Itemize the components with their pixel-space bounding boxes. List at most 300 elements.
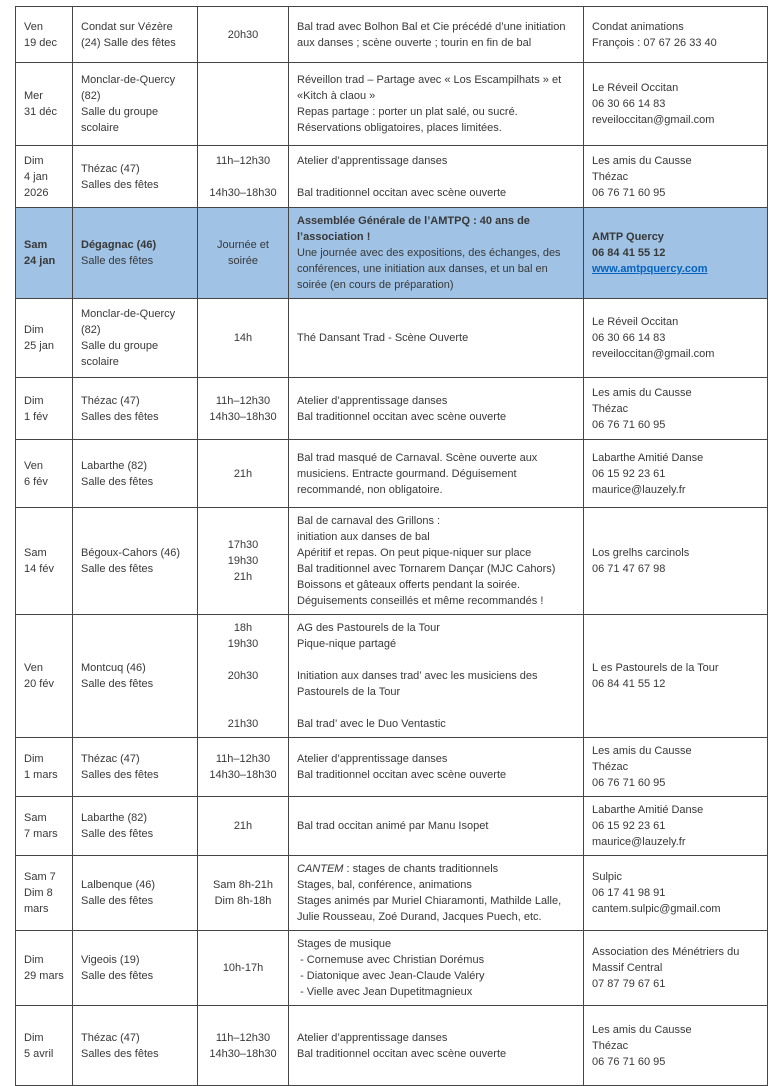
- cell-text: - Vielle avec Jean Dupetitmagnieux: [297, 986, 473, 998]
- cell-text: Assemblée Générale de l’AMTPQ : 40 ans de l’association !: [297, 215, 533, 243]
- cell-line: [297, 72, 575, 104]
- cell-line: [297, 700, 575, 716]
- event-contact-cell: [584, 931, 768, 1006]
- cell-text: Dim: [24, 394, 44, 407]
- event-row: [16, 615, 768, 738]
- cell-line: [24, 338, 64, 354]
- cell-text: : stages de chants traditionnels: [343, 863, 499, 875]
- cell-text: Thézac: [592, 402, 629, 415]
- event-date-cell: [16, 146, 73, 208]
- cell-line: [206, 169, 280, 185]
- cell-text: Atelier d’apprentissage danses: [297, 753, 448, 765]
- cell-text: 20 fév: [24, 678, 54, 690]
- cell-line: [297, 529, 575, 545]
- cell-line: [24, 676, 64, 692]
- cell-text: 14h: [233, 332, 253, 344]
- cell-text: 06 30 66 14 83: [592, 332, 666, 344]
- cell-text: scolaire: [81, 356, 119, 368]
- cell-text: 14h30–18h30: [209, 769, 277, 781]
- event-location-cell: [73, 508, 198, 615]
- event-time-cell: [198, 208, 289, 299]
- cell-line: [24, 869, 64, 885]
- cell-text: Monclar-de-Quercy: [81, 308, 176, 320]
- event-contact-cell: [584, 738, 768, 797]
- cell-text: Thézac: [592, 1039, 629, 1052]
- cell-line: [592, 314, 759, 330]
- amtpquercy-link[interactable]: www.amtpquercy.com: [592, 263, 708, 275]
- cell-line: [24, 545, 64, 561]
- event-description-cell: [289, 615, 584, 738]
- cell-text: 31 déc: [24, 106, 58, 118]
- event-date-cell: [16, 7, 73, 63]
- event-time-cell: [198, 299, 289, 378]
- cell-text: Dim: [24, 324, 44, 336]
- cell-line: [24, 35, 64, 51]
- cell-text: Salle des fêtes: [81, 678, 154, 690]
- cell-line: [24, 458, 64, 474]
- cell-text: Initiation aux danses trad’ avec les musiciens des Pastourels de la Tour: [297, 670, 541, 698]
- cell-line: [81, 1030, 189, 1046]
- cell-line: [592, 885, 759, 901]
- event-location-cell: [73, 856, 198, 931]
- cell-line: [81, 1046, 189, 1062]
- cell-line: [592, 869, 759, 885]
- cell-text: Salle des fêtes: [81, 828, 154, 840]
- cell-line: [206, 393, 280, 409]
- cell-text: Salle des fêtes: [81, 970, 154, 982]
- event-row: [16, 738, 768, 797]
- event-row: [16, 299, 768, 378]
- cell-line: [297, 19, 575, 51]
- cell-line: [206, 751, 280, 767]
- cell-line: [24, 409, 64, 425]
- event-contact-cell: [584, 797, 768, 856]
- cell-text: L es Pastourels de la Tour: [592, 662, 719, 674]
- cell-text: 06 15 92 23 61: [592, 820, 666, 832]
- event-date-cell: [16, 299, 73, 378]
- cell-line: [297, 668, 575, 700]
- cell-line: [297, 185, 575, 201]
- cell-text: 14h30–18h30: [209, 410, 277, 423]
- cell-text: (82): [81, 90, 101, 102]
- event-date-cell: [16, 63, 73, 146]
- cell-line: [592, 80, 759, 96]
- cell-line: [24, 885, 64, 901]
- cell-line: [24, 660, 64, 676]
- cell-line: [297, 952, 575, 968]
- cell-line: [24, 968, 64, 984]
- cell-line: [24, 393, 64, 409]
- cell-line: [297, 593, 575, 609]
- cell-line: [81, 826, 189, 842]
- cell-line: [24, 153, 64, 169]
- cell-line: [297, 561, 575, 577]
- cell-text: Une journée avec des expositions, des échanges, des conférences, une initiation aux danses, et un bal en soirée (en cours de préparation): [297, 247, 564, 291]
- event-description-cell: [289, 299, 584, 378]
- cell-line: [206, 185, 280, 201]
- cell-text: 06 84 41 55 12: [592, 247, 666, 259]
- cell-text: Pique-nique partagé: [297, 638, 397, 650]
- cell-line: [206, 716, 280, 732]
- cell-line: [24, 19, 64, 35]
- cell-text: Réveillon trad – Partage avec « Los Escampilhats » et «Kitch à claou »: [297, 74, 565, 102]
- cell-line: [297, 104, 575, 120]
- event-contact-cell: [584, 1006, 768, 1086]
- cell-text: 19h30: [227, 555, 259, 567]
- event-time-cell: [198, 146, 289, 208]
- cell-text: Salle du groupe: [81, 106, 159, 118]
- cell-line: [81, 72, 189, 88]
- cell-line: [592, 676, 759, 692]
- event-time-cell: [198, 440, 289, 508]
- cell-text: Dégagnac (46): [81, 239, 157, 251]
- cell-text: Atelier d’apprentissage danses: [297, 394, 448, 407]
- cell-text: cantem.sulpic@gmail.com: [592, 903, 721, 915]
- events-schedule-page: [15, 6, 767, 1086]
- cell-line: [81, 676, 189, 692]
- cell-text: 21h: [233, 467, 253, 480]
- event-date-cell: [16, 615, 73, 738]
- cell-line: [81, 458, 189, 474]
- cell-text: Stages, bal, conférence, animations: [297, 879, 472, 891]
- cell-text: Dim: [24, 1031, 44, 1044]
- cell-line: [297, 409, 575, 425]
- cell-line: [297, 893, 575, 925]
- cell-text: Dim 8h-18h: [214, 895, 272, 907]
- cell-line: [592, 401, 759, 417]
- cell-line: [206, 330, 280, 346]
- cell-text: Salles des fêtes: [81, 410, 159, 423]
- cell-line: [81, 474, 189, 490]
- cell-text: 5 avril: [24, 1047, 54, 1060]
- cell-text: maurice@lauzely.fr: [592, 483, 686, 496]
- event-row: [16, 63, 768, 146]
- cell-text: Thézac: [592, 761, 629, 773]
- cell-line: [81, 338, 189, 354]
- cell-line: [24, 237, 64, 253]
- cell-line: [592, 385, 759, 401]
- cell-text: CANTEM: [297, 863, 344, 875]
- cell-text: Thézac (47): [81, 753, 140, 765]
- cell-text: Labarthe (82): [81, 812, 148, 824]
- event-date-cell: [16, 856, 73, 931]
- event-description-cell: [289, 378, 584, 440]
- cell-text: Mer: [24, 90, 43, 102]
- cell-text: Atelier d’apprentissage danses: [297, 154, 448, 167]
- cell-line: [206, 466, 280, 482]
- cell-line: [297, 767, 575, 783]
- cell-line: [592, 561, 759, 577]
- cell-text: Dim: [24, 154, 44, 167]
- cell-text: Thézac (47): [81, 162, 140, 175]
- event-contact-cell: [584, 146, 768, 208]
- cell-text: Dim 8: [24, 887, 53, 899]
- cell-line: [206, 153, 280, 169]
- cell-text: Bal traditionnel occitan avec scène ouverte: [297, 769, 507, 781]
- cell-text: Repas partage : porter un plat salé, ou sucré.: [297, 106, 518, 118]
- event-date-cell: [16, 208, 73, 299]
- cell-text: 21h: [233, 820, 253, 832]
- event-location-cell: [73, 797, 198, 856]
- event-row: [16, 378, 768, 440]
- cell-line: [81, 877, 189, 893]
- event-row: [16, 208, 768, 299]
- cell-text: AG des Pastourels de la Tour: [297, 622, 440, 634]
- cell-text: Salles des fêtes: [81, 178, 159, 191]
- cell-line: [81, 104, 189, 120]
- cell-text: Atelier d’apprentissage danses: [297, 1031, 448, 1044]
- cell-line: [81, 253, 189, 269]
- cell-line: [592, 818, 759, 834]
- cell-text: Boissons et gâteaux offerts pendant la soirée.: [297, 579, 520, 591]
- cell-text: 6 fév: [24, 475, 48, 488]
- cell-text: Bal trad avec Bolhon Bal et Cie précédé d’une initiation aux danses ; scène ouverte ; tourin en fin de bal: [297, 20, 569, 49]
- cell-text: 06 76 71 60 95: [592, 418, 666, 431]
- cell-line: [206, 636, 280, 652]
- cell-text: Salles des fêtes: [81, 1047, 159, 1060]
- events-table: [15, 6, 768, 1086]
- cell-line: [24, 169, 64, 185]
- cell-text: Dim: [24, 954, 44, 966]
- event-date-cell: [16, 738, 73, 797]
- cell-line: [24, 751, 64, 767]
- cell-line: [81, 393, 189, 409]
- cell-text: 18h: [233, 622, 253, 634]
- cell-text: Bal trad’ avec le Duo Ventastic: [297, 718, 446, 730]
- event-time-cell: [198, 615, 289, 738]
- cell-text: Salle du groupe: [81, 340, 159, 352]
- cell-text: Los grelhs carcinols: [592, 547, 690, 559]
- cell-text: Sam: [24, 547, 47, 559]
- cell-text: 06 76 71 60 95: [592, 777, 666, 789]
- cell-line: [206, 818, 280, 834]
- event-time-cell: [198, 1006, 289, 1086]
- event-location-cell: [73, 63, 198, 146]
- cell-text: Sam 8h-21h: [213, 879, 273, 891]
- cell-line: [592, 466, 759, 482]
- event-contact-cell: [584, 440, 768, 508]
- cell-text: Labarthe Amitié Danse: [592, 451, 704, 464]
- cell-text: 20h30: [227, 28, 259, 41]
- cell-text: Les amis du Causse: [592, 1023, 692, 1036]
- event-time-cell: [198, 738, 289, 797]
- cell-text: Sulpic: [592, 871, 622, 883]
- cell-line: [592, 261, 759, 277]
- cell-text: Salle des fêtes: [81, 475, 154, 488]
- cell-line: [81, 561, 189, 577]
- cell-text: 17h30: [227, 539, 259, 551]
- event-row: [16, 508, 768, 615]
- cell-line: [592, 482, 759, 498]
- event-location-cell: [73, 440, 198, 508]
- event-location-cell: [73, 299, 198, 378]
- cell-line: [24, 474, 64, 490]
- cell-text: Thézac (47): [81, 394, 140, 407]
- cell-text: Bal traditionnel occitan avec scène ouverte: [297, 410, 507, 423]
- cell-text: Bal trad occitan animé par Manu Isopet: [297, 820, 489, 832]
- cell-line: [297, 393, 575, 409]
- cell-line: [81, 120, 189, 136]
- cell-line: [592, 1038, 759, 1054]
- cell-line: [81, 306, 189, 322]
- cell-line: [206, 569, 280, 585]
- event-description-cell: [289, 738, 584, 797]
- event-row: [16, 1006, 768, 1086]
- cell-line: [24, 810, 64, 826]
- cell-text: Le Réveil Occitan: [592, 316, 679, 328]
- cell-text: 1 mars: [24, 769, 58, 781]
- cell-text: 19h30: [227, 638, 259, 650]
- cell-line: [81, 660, 189, 676]
- cell-line: [592, 976, 759, 992]
- event-time-cell: [198, 378, 289, 440]
- cell-line: [24, 561, 64, 577]
- cell-line: [592, 112, 759, 128]
- cell-line: [592, 450, 759, 466]
- cell-line: [81, 177, 189, 193]
- event-location-cell: [73, 7, 198, 63]
- cell-line: [297, 636, 575, 652]
- cell-line: [297, 1046, 575, 1062]
- cell-line: [297, 620, 575, 636]
- event-row: [16, 856, 768, 931]
- cell-line: [206, 960, 280, 976]
- event-row: [16, 797, 768, 856]
- cell-line: [81, 322, 189, 338]
- event-description-cell: [289, 797, 584, 856]
- cell-line: [81, 893, 189, 909]
- cell-line: [297, 245, 575, 293]
- cell-text: Salle des fêtes: [81, 895, 154, 907]
- cell-line: [592, 96, 759, 112]
- cell-text: 06 76 71 60 95: [592, 1055, 666, 1068]
- event-contact-cell: [584, 63, 768, 146]
- cell-line: [592, 901, 759, 917]
- event-date-cell: [16, 797, 73, 856]
- event-row: [16, 440, 768, 508]
- cell-line: [24, 185, 64, 201]
- cell-line: [24, 826, 64, 842]
- cell-line: [592, 1054, 759, 1070]
- cell-line: [206, 27, 280, 43]
- cell-line: [81, 751, 189, 767]
- cell-text: 29 mars: [24, 970, 64, 982]
- event-description-cell: [289, 146, 584, 208]
- cell-line: [81, 35, 189, 51]
- cell-text: Labarthe Amitié Danse: [592, 804, 704, 816]
- cell-text: 7 mars: [24, 828, 58, 840]
- cell-line: [297, 120, 575, 136]
- cell-line: [206, 537, 280, 553]
- cell-line: [297, 169, 575, 185]
- cell-line: [206, 237, 280, 253]
- event-location-cell: [73, 1006, 198, 1086]
- cell-line: [206, 877, 280, 893]
- cell-line: [297, 450, 575, 498]
- cell-text: Réservations obligatoires, places limitées.: [297, 122, 502, 134]
- event-contact-cell: [584, 208, 768, 299]
- cell-text: 06 76 71 60 95: [592, 186, 666, 199]
- event-description-cell: [289, 931, 584, 1006]
- cell-line: [206, 409, 280, 425]
- event-contact-cell: [584, 615, 768, 738]
- cell-text: initiation aux danses de bal: [297, 531, 430, 543]
- event-date-cell: [16, 378, 73, 440]
- cell-text: 07 87 79 67 61: [592, 978, 666, 990]
- cell-text: Labarthe (82): [81, 459, 148, 472]
- cell-line: [592, 35, 759, 51]
- cell-text: Sam: [24, 812, 47, 824]
- cell-line: [297, 877, 575, 893]
- cell-text: Ven: [24, 662, 43, 674]
- cell-line: [592, 834, 759, 850]
- cell-text: Thézac: [592, 170, 629, 183]
- cell-line: [297, 936, 575, 952]
- cell-line: [206, 652, 280, 668]
- cell-text: 25 jan: [24, 340, 54, 352]
- event-description-cell: [289, 208, 584, 299]
- cell-text: - Cornemuse avec Christian Dorémus: [297, 954, 485, 966]
- event-description-cell: [289, 1006, 584, 1086]
- cell-text: 1 fév: [24, 410, 48, 423]
- cell-line: [592, 545, 759, 561]
- cell-text: Condat sur Vézère: [81, 20, 173, 33]
- event-time-cell: [198, 63, 289, 146]
- cell-text: Déguisements conseillés et même recommandés !: [297, 595, 544, 607]
- cell-line: [206, 620, 280, 636]
- cell-line: [297, 751, 575, 767]
- event-location-cell: [73, 208, 198, 299]
- event-time-cell: [198, 797, 289, 856]
- cell-line: [592, 153, 759, 169]
- cell-line: [206, 553, 280, 569]
- event-location-cell: [73, 146, 198, 208]
- cell-text: reveiloccitan@gmail.com: [592, 348, 715, 360]
- event-contact-cell: [584, 7, 768, 63]
- cell-line: [592, 660, 759, 676]
- cell-line: [592, 346, 759, 362]
- event-description-cell: [289, 856, 584, 931]
- cell-text: 14 fév: [24, 563, 54, 575]
- cell-text: 11h–12h30: [215, 753, 271, 765]
- cell-line: [24, 952, 64, 968]
- cell-line: [297, 545, 575, 561]
- cell-text: 06 30 66 14 83: [592, 98, 666, 110]
- cell-line: [297, 818, 575, 834]
- cell-line: [81, 952, 189, 968]
- cell-text: maurice@lauzely.fr: [592, 836, 686, 848]
- cell-line: [297, 513, 575, 529]
- cell-text: Sam 7: [24, 871, 56, 883]
- cell-text: Bal traditionnel occitan avec scène ouverte: [297, 186, 507, 199]
- cell-text: Bal traditionnel avec Tornarem Dançar (MJC Cahors): [297, 563, 556, 575]
- event-contact-cell: [584, 378, 768, 440]
- cell-text: Salle des fêtes: [81, 255, 154, 267]
- cell-text: 14h30–18h30: [209, 1047, 277, 1060]
- event-date-cell: [16, 931, 73, 1006]
- cell-text: Ven: [24, 20, 43, 33]
- cell-line: [81, 810, 189, 826]
- cell-line: [24, 901, 64, 917]
- event-description-cell: [289, 440, 584, 508]
- cell-line: [81, 19, 189, 35]
- cell-text: Bégoux-Cahors (46): [81, 547, 181, 559]
- cell-line: [81, 409, 189, 425]
- cell-line: [592, 743, 759, 759]
- cell-line: [81, 354, 189, 370]
- cell-text: 19 dec: [24, 36, 58, 49]
- cell-text: Dim: [24, 753, 44, 765]
